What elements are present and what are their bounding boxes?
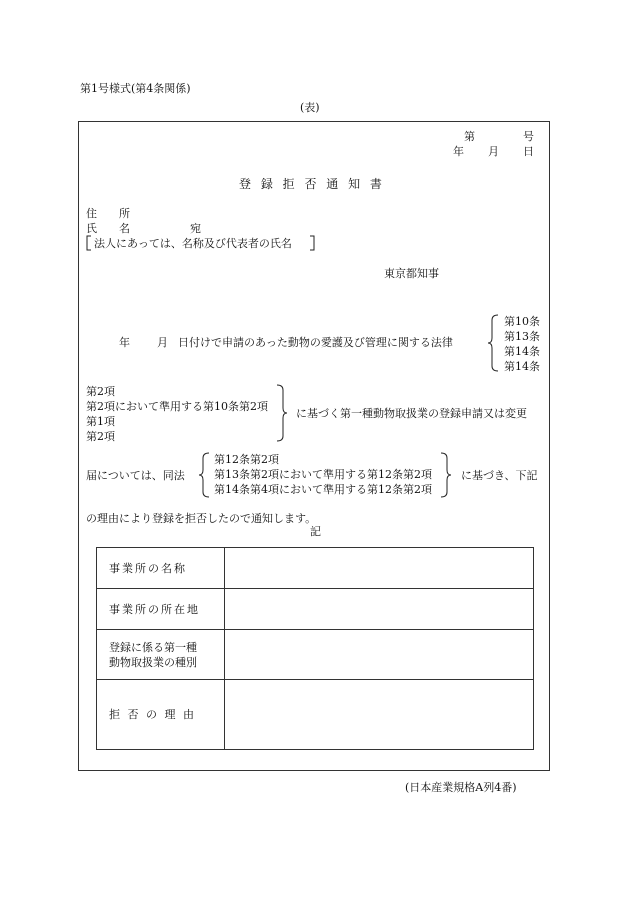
name-label: 氏 名	[86, 222, 130, 235]
document-title: 登 録 拒 否 通 知 書	[239, 177, 385, 191]
clause-b-4: 第2項	[86, 430, 115, 443]
form-label: 第1号様式(第4条関係)	[80, 82, 191, 95]
row-value-business-address[interactable]	[225, 589, 534, 630]
record-table	[96, 547, 534, 750]
article-c-2: 第13条第2項において準用する第12条第2項	[214, 468, 432, 481]
row-label-business-name: 事業所の名称	[97, 548, 225, 589]
side-label: (表)	[300, 101, 320, 114]
body-sentence-4: の理由により登録を拒否したので通知します。	[86, 512, 317, 525]
article-a-2: 第13条	[504, 330, 540, 343]
ki-label: 記	[310, 525, 321, 538]
number-go: 号	[523, 130, 534, 143]
article-a-4: 第14条	[504, 360, 540, 373]
address-label: 住 所	[86, 207, 130, 220]
articles-a-brace	[487, 314, 499, 372]
clause-b-1: 第2項	[86, 385, 115, 398]
corporate-bracket-right	[309, 235, 317, 251]
articles-c-brace	[198, 452, 210, 498]
row-value-business-type[interactable]	[225, 630, 534, 680]
date-day: 日	[523, 145, 534, 158]
table-row	[97, 548, 534, 589]
article-a-3: 第14条	[504, 345, 540, 358]
body-sentence-3-suffix: に基づき、下記	[461, 469, 538, 482]
articles-c-brace-right	[440, 452, 452, 498]
row-label-business-address: 事業所の所在地	[97, 589, 225, 630]
table-row	[97, 589, 534, 630]
body-month: 月	[157, 336, 168, 349]
row-value-refusal-reason[interactable]	[225, 680, 534, 750]
date-month: 月	[488, 145, 499, 158]
honorific: 宛	[190, 222, 201, 235]
clause-b-2: 第2項において準用する第10条第2項	[86, 400, 268, 413]
body-sentence-1: 日付けで申請のあった動物の愛護及び管理に関する法律	[178, 336, 453, 349]
issuer: 東京都知事	[384, 267, 439, 280]
body-sentence-3-prefix: 届については、同法	[86, 469, 185, 482]
row-label-business-type-line1: 登録に係る第一種	[109, 640, 197, 654]
article-c-3: 第14条第4項において準用する第12条第2項	[214, 483, 432, 496]
body-year: 年	[119, 336, 130, 349]
table-row	[97, 630, 534, 680]
body-sentence-2: に基づく第一種動物取扱業の登録申請又は変更	[296, 407, 527, 420]
row-label-business-type-line2: 動物取扱業の種別	[109, 655, 197, 669]
corporate-bracket-left	[84, 235, 92, 251]
clause-b-3: 第1項	[86, 415, 115, 428]
corporate-note: 法人にあっては、名称及び代表者の氏名	[94, 237, 292, 250]
row-value-business-name[interactable]	[225, 548, 534, 589]
date-year: 年	[453, 145, 464, 158]
article-c-1: 第12条第2項	[214, 453, 279, 466]
row-label-refusal-reason: 拒 否 の 理 由	[97, 680, 225, 750]
row-label-business-type	[97, 630, 225, 680]
clauses-b-brace	[276, 384, 288, 442]
footer-note: (日本産業規格A列4番)	[405, 781, 517, 794]
table-row	[97, 680, 534, 750]
article-a-1: 第10条	[504, 315, 540, 328]
number-dai: 第	[464, 130, 475, 143]
